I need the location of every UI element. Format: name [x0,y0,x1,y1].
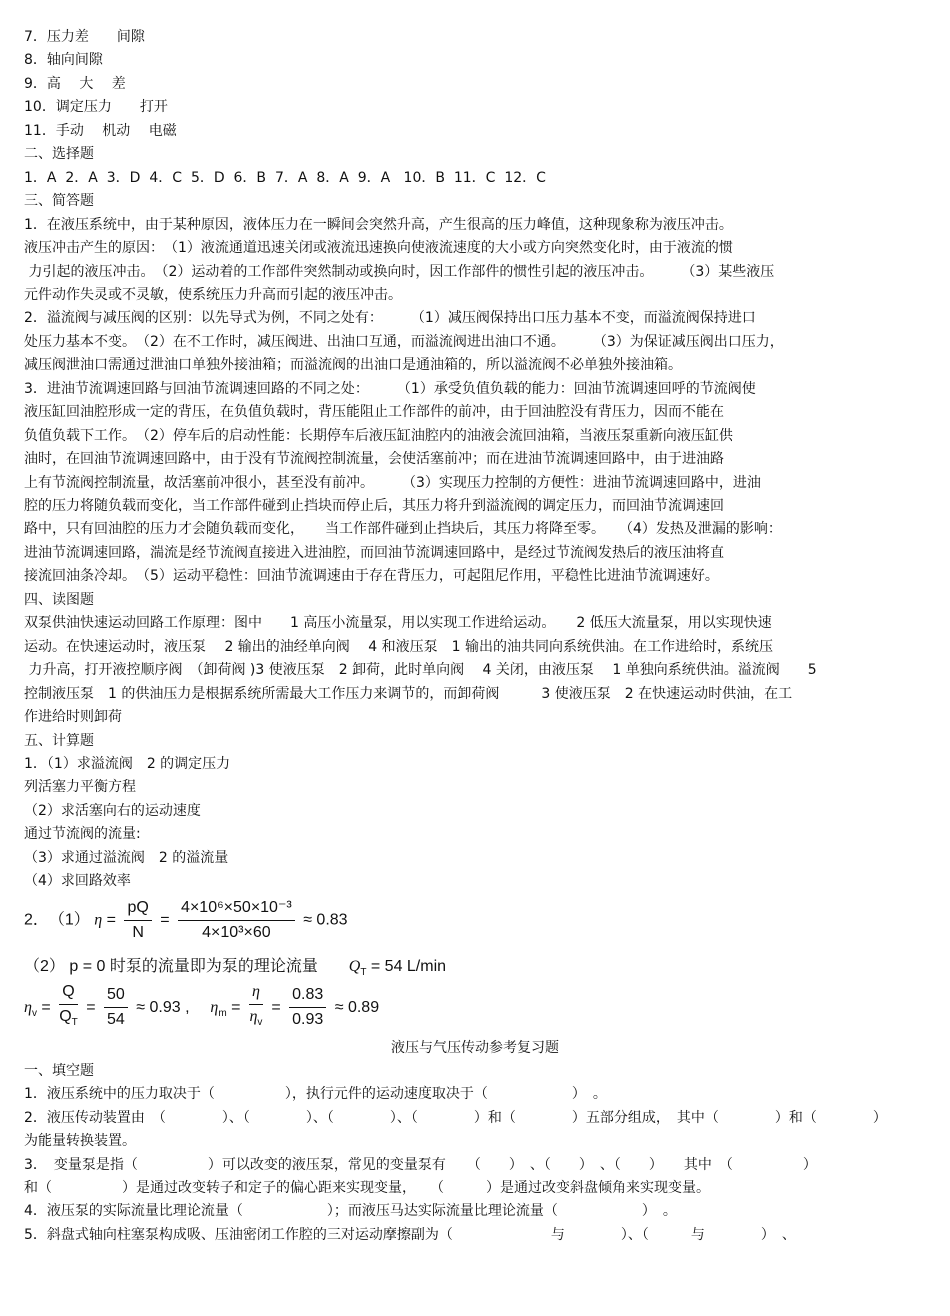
numerator: 50 [104,985,128,1008]
equals-sign: = [231,998,241,1016]
equals-sign: = [160,911,170,929]
formula-result: ≈ 0.93 , [136,998,190,1016]
text-line: 运动。在快速运动时，液压泵 2 输出的油经单向阀 4 和液压泵 1 输出的油共同向系统供油。在工作进给时，系统压 [24,638,773,655]
t-subscript: T [71,1017,78,1029]
text-line: 作进给时则卸荷 [24,709,122,726]
section-title: 液压与气压传动参考复习题 [391,1040,559,1056]
text-line: 列活塞力平衡方程 [24,779,136,796]
text-line: 四、读图题 [24,591,94,608]
eta-symbol: η [249,1008,258,1025]
fraction-083-093 [289,985,326,1030]
denominator: 0.93 [292,1011,324,1029]
text-line: 油时，在回油节流调速回路中，由于没有节流阀控制流量，会使活塞前冲；而在进油节流调速回路中，由于进油路 [24,451,724,468]
text-line: 10．调定压力 打开 [24,99,168,116]
formula-volumetric-mechanical [24,982,379,1042]
fraction-50-54 [104,985,128,1030]
text-line: 8．轴向间隙 [24,52,103,69]
text-line: （3）求通过溢流阀 2 的溢流量 [24,849,229,866]
equals-sign: = [106,911,116,929]
text-line: 负值负载下工作。 （2）停车后的启动性能：长期停车后液压缸油腔内的油液会流回油箱，当液压泵重新向液压缸供 [24,427,733,444]
text-line: 进油节流调速回路，湍流是经节流阀直接进入进油腔，而回油节流调速回路中，是经过节流阀发热后的液压油将直 [24,544,724,561]
v-subscript: v [257,1017,263,1029]
q-symbol: Q [348,958,361,975]
text-line: 1．在液压系统中，由于某种原因，液体压力在一瞬间会突然升高，产生很高的压力峰值，这种现象称为液压冲击。 [24,216,733,233]
numerator: 4×10⁶×50×10⁻³ [178,898,295,921]
numerator: 0.83 [289,985,326,1008]
text-line: 为能量转换装置。 [24,1133,136,1150]
fraction-pq-over-n [124,898,151,943]
text-line: 五、计算题 [24,732,94,749]
text-line: 三、简答题 [24,193,94,210]
denominator: 4×10³×60 [202,924,271,941]
q-subscript: T [360,967,367,979]
numerator: Q [59,982,78,1005]
eta-symbol: η [94,911,103,929]
denominator [249,1005,263,1033]
denominator: 54 [107,1011,125,1029]
denominator [59,1005,78,1033]
eta-v-symbol: η [24,998,32,1016]
numerator: pQ [124,898,151,921]
text-line: 和（ ）是通过改变转子和定子的偏心距来实现变量， （ ）是通过改变斜盘倾角来实现变量。 [24,1180,710,1196]
fraction-q-over-qt [59,982,78,1033]
formula-theoretical-flow [24,955,446,979]
equals-sign: = [41,998,51,1016]
text-line: 减压阀泄油口需通过泄油口单独外接油箱；而溢流阀的出油口是通油箱的，所以溢流阀不必单独外接油箱。 [24,357,682,374]
formula-value: = 54 L/min [370,958,447,975]
formula-label: 2． （1） [24,911,90,929]
qt-symbol: Q [59,1008,72,1025]
formula-result: ≈ 0.89 [334,998,380,1016]
eta-m-symbol: η [210,998,219,1016]
text-line: 路中，只有回油腔的压力才会随负载而变化， 当工作部件碰到止挡块后，其压力将降至零。 （4）发热及泄漏的影响： [24,521,782,538]
text-line: 2．溢流阀与减压阀的区别：以先导式为例，不同之处有： （1）减压阀保持出口压力基本不变，而溢流阀保持进口 [24,310,756,327]
text-line: 二、选择题 [24,146,94,163]
text-line: （2）求活塞向右的运动速度 [24,802,201,819]
text-line: 3． 变量泵是指（ ）可以改变的液压泵，常见的变量泵有 （ ） 、（ ） 、（ ） 其中 （ ） [24,1156,817,1173]
denominator: N [132,924,144,941]
text-line: 处压力基本不变。 （2）在不工作时，减压阀进、出油口互通，而溢流阀进出油口不通。 （3）为保证减压阀出口压力， [24,333,784,350]
text-line: 9．高 大 差 [24,75,126,92]
text-line: 1．（1）求溢流阀 2 的调定压力 [24,755,231,772]
fraction-values [178,898,295,943]
text-line: 接流回油条冷却。 （5）运动平稳性：回油节流调速由于存在背压力，可起阻尼作用，平稳性比进油节流调速好。 [24,568,719,585]
m-subscript: m [218,1008,227,1020]
v-subscript: v [31,1008,37,1020]
text-line: 5．斜盘式轴向柱塞泵构成吸、压油密闭工作腔的三对运动摩擦副为（ 与 ）、（ 与 ） 、 [24,1226,796,1243]
numerator: η [249,982,263,1005]
text-line: 控制液压泵 1 的供油压力是根据系统所需最大工作压力来调节的，而卸荷阀 3 使液压泵 2 在快速运动时供油，在工 [24,685,793,702]
equals-sign: = [271,998,281,1016]
text-line: 2．液压传动装置由 （ ）、（ ）、（ ）、（ ）和（ ）五部分组成， 其中（ ）和（ ） [24,1109,887,1126]
fraction-eta-over-etav [249,982,263,1033]
text-line: 11．手动 机动 电磁 [24,122,177,139]
formula-text: p = 0 时泵的流量即为泵的理论流量 [69,958,318,975]
text-line: 腔的压力将随负载而变化，当工作部件碰到止挡块而停止后，其压力将升到溢流阀的调定压力，而回油节流调速回 [24,498,724,514]
equals-sign: = [86,998,96,1016]
text-line: 双泵供油快速运动回路工作原理：图中 1 高压小流量泵，用以实现工作进给运动。 2 低压大流量泵，用以实现快速 [24,615,772,632]
text-line: 液压缸回油腔形成一定的背压，在负值负载时，背压能阻止工作部件的前冲，由于回油腔没有背压力，因而不能在 [24,404,724,421]
text-line: 力引起的液压冲击。 （2）运动着的工作部件突然制动或换向时，因工作部件的惯性引起的液压冲击。 （3）某些液压 [24,263,775,280]
formula-label: （2） [24,958,65,975]
text-line: 1．A 2．A 3．D 4．C 5．D 6．B 7．A 8．A 9．A 10．B 11．C 12．C [24,169,546,186]
text-line: 3．进油节流调速回路与回油节流调速回路的不同之处： （1）承受负值负载的能力：回油节流调速回呼的节流阀使 [24,380,756,397]
text-line: 通过节流阀的流量: [24,826,141,843]
text-line: 液压冲击产生的原因： （1）液流通道迅速关闭或液流迅速换向使液流速度的大小或方向突然变化时，由于液流的惯 [24,240,733,257]
text-line: 1．液压系统中的压力取决于（ ），执行元件的运动速度取决于（ ） 。 [24,1086,607,1103]
formula-result: ≈ 0.83 [303,911,348,929]
text-line: 力升高，打开液控顺序阀 （卸荷阀 )3 使液压泵 2 卸荷，此时单向阀 4 关闭，由液压泵 1 单独向系统供油。溢流阀 5 [24,662,817,679]
text-line: 7．压力差 间隙 [24,29,145,45]
text-line: 元件动作失灵或不灵敏，使系统压力升高而引起的液压冲击。 [24,286,402,303]
text-line: 上有节流阀控制流量，故活塞前冲很小，甚至没有前冲。 （3）实现压力控制的方便性：进油节流调速回路中，进油 [24,474,761,491]
text-line: 4．液压泵的实际流量比理论流量（ ）；而液压马达实际流量比理论流量（ ） 。 [24,1203,677,1220]
formula-efficiency [24,898,348,958]
text-line: 一、填空题 [24,1063,94,1079]
text-line: （4）求回路效率 [24,873,131,890]
